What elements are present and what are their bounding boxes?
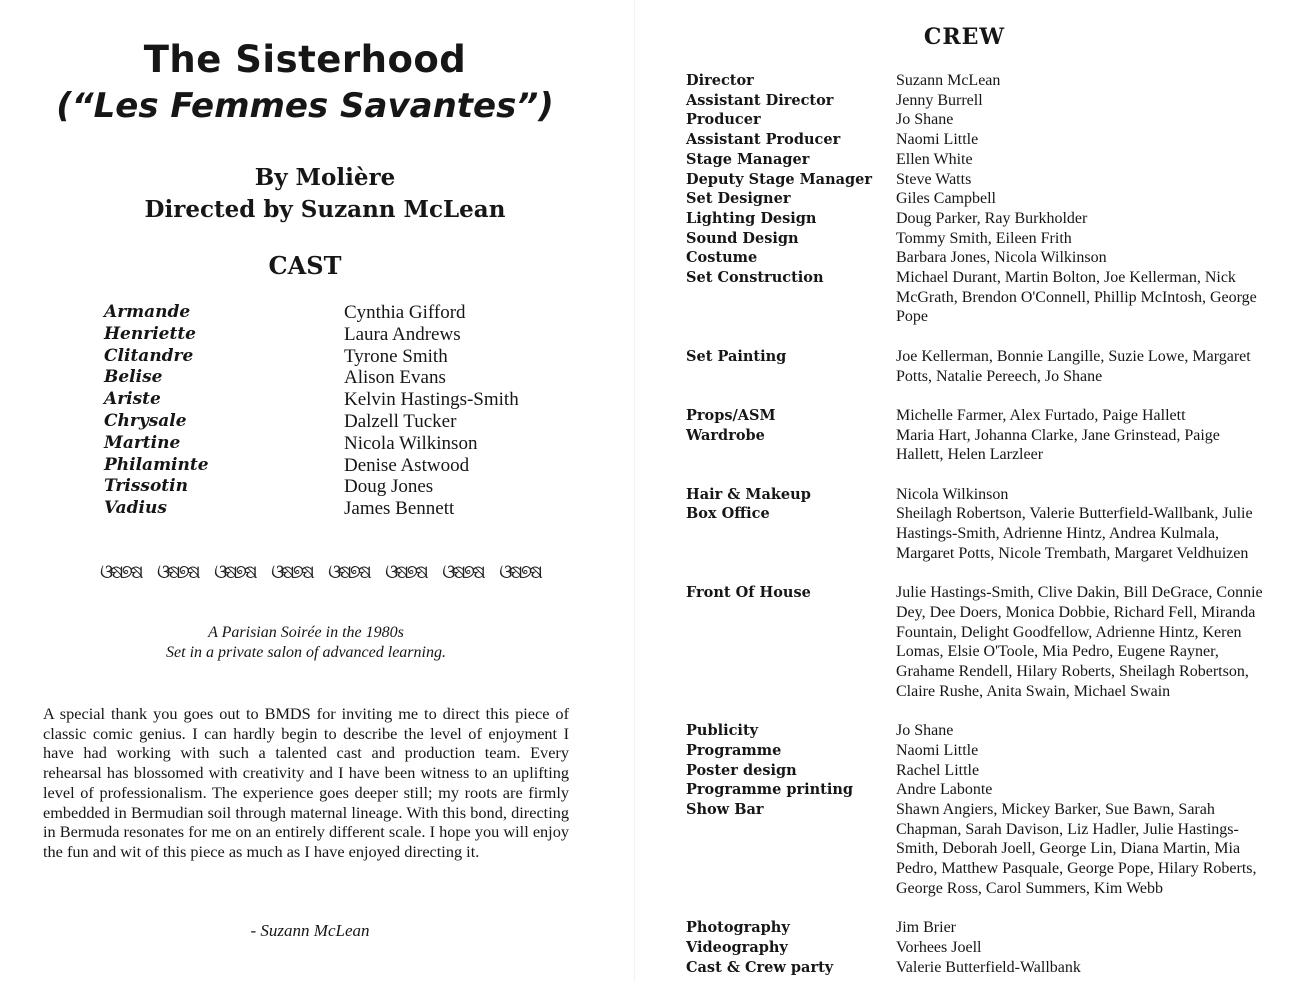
crew-row	[686, 248, 1296, 268]
crew-row	[686, 229, 1296, 249]
crew-row	[686, 170, 1296, 190]
cast-role: Trissotin	[104, 476, 188, 497]
crew-role: Hair & Makeup	[686, 485, 811, 503]
crew-names: Joe Kellerman, Bonnie Langille, Suzie Lowe, Margaret Potts, Natalie Pereech, Jo Shane	[896, 347, 1251, 385]
crew-row	[686, 780, 1296, 800]
crew-names: Suzann McLean	[896, 72, 1001, 89]
director-line: Directed by Suzann McLean	[144, 196, 506, 223]
crew-names: Valerie Butterfield-Wallbank	[896, 958, 1081, 976]
cast-role: Ariste	[104, 389, 161, 410]
crew-names: Rachel Little	[896, 761, 980, 779]
crew-row	[686, 71, 1296, 91]
crew-names: Vorhees Joell	[896, 938, 982, 956]
crew-row	[686, 268, 1296, 327]
cast-actor: Alison Evans	[344, 367, 446, 389]
cast-actor: Cynthia Gifford	[344, 302, 466, 323]
cast-actor: Denise Astwood	[344, 454, 470, 476]
crew-role: Producer	[686, 111, 761, 129]
cast-actor: Kelvin Hastings-Smith	[344, 389, 519, 411]
crew-role: Props/ASM	[686, 406, 776, 424]
crew-role: Assistant Director	[686, 91, 834, 109]
crew-role: Show Bar	[686, 800, 764, 818]
cast-role: Armande	[104, 302, 191, 322]
crew-role: Box Office	[686, 505, 770, 523]
crew-names: Jim Brier	[896, 919, 956, 937]
right-page	[630, 0, 1299, 982]
cast-row	[104, 389, 604, 411]
cast-row	[104, 476, 604, 498]
crew-names: Doug Parker, Ray Burkholder	[896, 209, 1088, 227]
crew-row	[686, 209, 1296, 229]
crew-role: Deputy Stage Manager	[686, 170, 873, 188]
crew-role: Assistant Producer	[686, 131, 841, 149]
cast-row	[104, 346, 604, 368]
crew-role: Photography	[686, 919, 790, 937]
ornament-flourish-icon: ଓଷ୭ଷ	[385, 561, 426, 583]
cast-row	[104, 498, 604, 520]
crew-names: Andre Labonte	[896, 781, 993, 799]
cast-actor: Tyrone Smith	[344, 345, 448, 367]
crew-row	[686, 130, 1296, 150]
director-signature: - Suzann McLean	[250, 921, 370, 940]
crew-row	[686, 958, 1296, 978]
author-line: By Molière	[254, 164, 396, 191]
crew-row	[686, 189, 1296, 209]
ornament-flourish-icon: ଓଷ୭ଷ	[499, 561, 540, 583]
play-title: The Sisterhood	[143, 38, 467, 81]
crew-role: Lighting Design	[686, 209, 817, 227]
crew-names: Jo Shane	[896, 111, 954, 129]
cast-row	[104, 411, 604, 433]
play-subtitle: (“Les Femmes Savantes”)	[56, 86, 554, 126]
crew-role: Poster design	[686, 761, 797, 779]
crew-names: Barbara Jones, Nicola Wilkinson	[896, 249, 1107, 267]
crew-names: Shawn Angiers, Mickey Barker, Sue Bawn, Sarah Chapman, Sarah Davison, Liz Hadler, Julie Hastings-Smith, Deborah Joell, George Lin, Diana Martin, Mia Pedro, Matthew Pasquale, George Pope, Hilary Roberts, George Ross, Carol Summers, Kim Webb	[896, 800, 1257, 897]
crew-names: Tommy Smith, Eileen Frith	[896, 229, 1072, 247]
cast-role: Martine	[104, 432, 181, 453]
director-note: A special thank you goes out to BMDS for inviting me to direct this piece of classic comic genius. I can hardly begin to describe the level of enjoyment I have had working with such a talented cast and production team. Every rehearsal has blossomed with creativity and I have been witness to an uplifting level of professionalism. The experience goes deeper still; my roots are firmly embedded in Bermudian soil through maternal lineage. With this bond, directing in Bermuda resonates for me on an entirely different scale. I hope you will enjoy the fun and wit of this piece as much as I have enjoyed directing it.	[43, 704, 569, 861]
cast-row	[104, 302, 604, 324]
crew-names: Julie Hastings-Smith, Clive Dakin, Bill DeGrace, Connie Dey, Dee Doers, Monica Dobbie, Richard Fell, Miranda Fountain, Delight Goodfellow, Adrienne Hintz, Keren Lomas, Elsie O'Toole, Mia Pedro, Eugene Rayner, Grahame Rendell, Hilary Roberts, Sheilagh Robertson, Claire Rushe, Anita Swain, Michael Swain	[896, 584, 1263, 700]
crew-names: Naomi Little	[896, 131, 979, 149]
cast-actor: Doug Jones	[344, 476, 434, 498]
ornament-flourish-icon: ଓଷ୭ଷ	[442, 561, 483, 583]
cast-role: Chrysale	[104, 410, 187, 431]
cast-actor: Laura Andrews	[344, 323, 461, 345]
ornament-flourish-icon: ଓଷ୭ଷ	[157, 561, 198, 583]
cast-role: Vadius	[104, 498, 167, 519]
crew-row	[686, 426, 1296, 465]
crew-role: Wardrobe	[686, 426, 765, 444]
crew-role: Director	[686, 72, 754, 89]
crew-role: Set Designer	[686, 190, 791, 208]
ornament-flourish-icon: ଓଷ୭ଷ	[100, 561, 141, 583]
crew-role: Stage Manager	[686, 150, 810, 168]
crew-row	[686, 485, 1296, 505]
crew-row	[686, 504, 1296, 563]
crew-row	[686, 938, 1296, 958]
cast-heading: CAST	[268, 251, 342, 280]
crew-row	[686, 150, 1296, 170]
crew-row	[686, 721, 1296, 741]
crew-role: Front Of House	[686, 584, 811, 602]
ornament-divider	[100, 561, 540, 583]
left-page	[0, 0, 630, 982]
crew-names: Jenny Burrell	[896, 91, 983, 109]
cast-actor: Dalzell Tucker	[344, 410, 457, 432]
cast-role: Philaminte	[104, 454, 209, 475]
crew-names: Michelle Farmer, Alex Furtado, Paige Hallett	[896, 406, 1186, 424]
cast-actor: Nicola Wilkinson	[344, 432, 478, 454]
crew-names: Steve Watts	[896, 170, 972, 188]
crew-row	[686, 406, 1296, 426]
crew-role: Programme	[686, 741, 782, 759]
ornament-flourish-icon: ଓଷ୭ଷ	[328, 561, 369, 583]
cast-row	[104, 433, 604, 455]
crew-names: Naomi Little	[896, 741, 979, 759]
cast-role: Belise	[104, 367, 163, 388]
crew-role: Costume	[686, 249, 758, 267]
crew-row	[686, 918, 1296, 938]
crew-role: Set Painting	[686, 347, 787, 365]
ornament-flourish-icon: ଓଷ୭ଷ	[271, 561, 312, 583]
crew-names: Maria Hart, Johanna Clarke, Jane Grinstead, Paige Hallett, Helen Larzleer	[896, 426, 1220, 464]
crew-row	[686, 800, 1296, 899]
crew-role: Cast & Crew party	[686, 958, 834, 976]
crew-role: Publicity	[686, 722, 759, 740]
cast-row	[104, 324, 604, 346]
cast-row	[104, 367, 604, 389]
cast-role: Henriette	[104, 323, 196, 344]
crew-role: Programme printing	[686, 781, 854, 799]
ornament-flourish-icon: ଓଷ୭ଷ	[214, 561, 255, 583]
crew-names: Nicola Wilkinson	[896, 485, 1009, 503]
crew-heading: CREW	[923, 24, 1006, 50]
crew-names: Ellen White	[896, 150, 973, 168]
crew-list	[686, 71, 1296, 977]
setting-line-2: Set in a private salon of advanced learning.	[166, 644, 446, 661]
crew-row	[686, 347, 1296, 386]
crew-row	[686, 741, 1296, 761]
crew-row	[686, 91, 1296, 111]
cast-actor: James Bennett	[344, 498, 455, 520]
cast-role: Clitandre	[104, 345, 194, 366]
crew-row	[686, 583, 1296, 701]
setting-line-1: A Parisian Soirée in the 1980s	[208, 624, 404, 641]
crew-role: Sound Design	[686, 229, 799, 247]
crew-role: Videography	[686, 938, 788, 956]
crew-names: Michael Durant, Martin Bolton, Joe Kellerman, Nick McGrath, Brendon O'Connell, Phillip McIntosh, George Pope	[896, 269, 1257, 326]
crew-role: Set Construction	[686, 269, 824, 287]
crew-names: Sheilagh Robertson, Valerie Butterfield-Wallbank, Julie Hastings-Smith, Adrienne Hintz, Andrea Kulmala, Margaret Potts, Nicole Trembath, Margaret Veldhuizen	[896, 505, 1253, 562]
crew-row	[686, 761, 1296, 781]
crew-row	[686, 110, 1296, 130]
cast-row	[104, 455, 604, 477]
crew-names: Jo Shane	[896, 722, 954, 740]
cast-list	[104, 302, 604, 520]
crew-names: Giles Campbell	[896, 190, 996, 208]
